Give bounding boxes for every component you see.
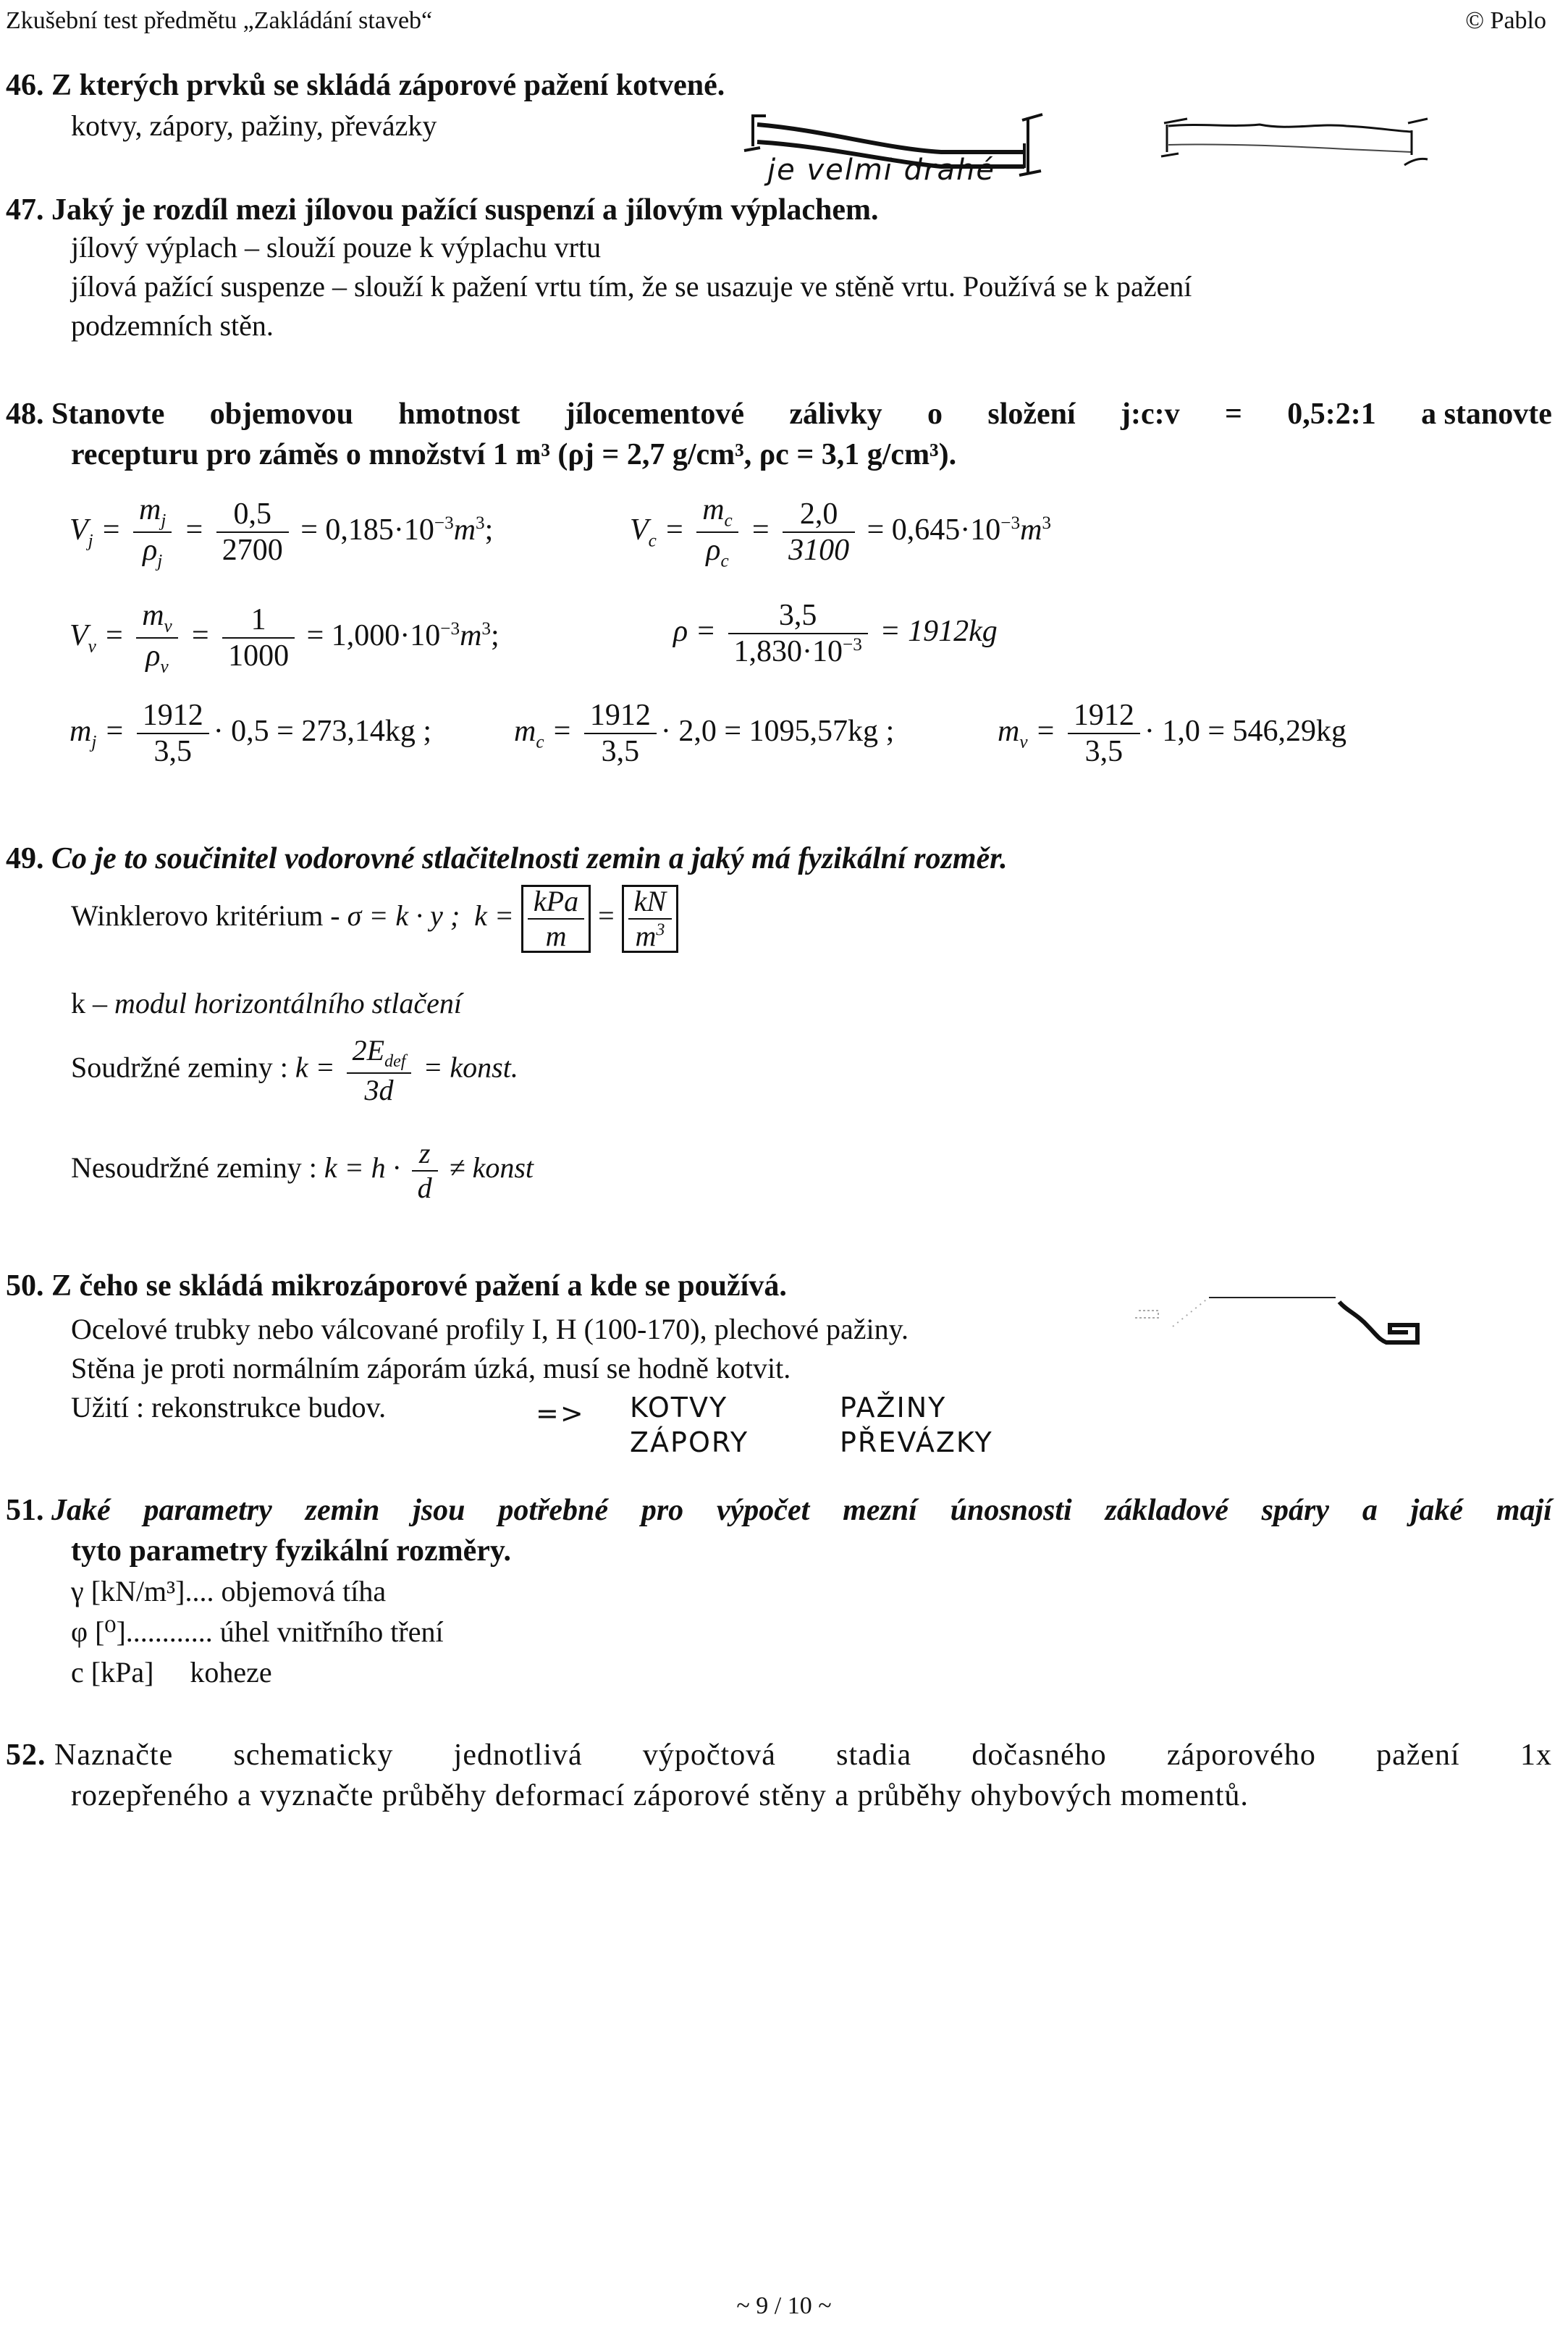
result: ≠ konst xyxy=(449,1151,534,1185)
exponent: −3 xyxy=(843,635,862,655)
handwritten-word: PŘEVÁZKY xyxy=(840,1426,993,1458)
denominator: 3d xyxy=(364,1073,394,1106)
denominator: ρ xyxy=(706,534,721,568)
parameter-row xyxy=(71,1615,444,1649)
word: výpočet xyxy=(717,1494,810,1527)
separator: ; xyxy=(885,714,895,748)
exponent: −3 xyxy=(440,619,460,639)
numerator-value: 2,0 xyxy=(783,497,855,533)
handwritten-word: PAŽINY xyxy=(840,1392,947,1424)
question-46-title xyxy=(6,68,725,103)
exponent: 3 xyxy=(476,513,485,533)
word: 0,5:2:1 xyxy=(1287,398,1376,431)
formula-Vj: $V_j$ = $\frac{m_j}{\rho_j}$ = $\frac{0,5}{2700}$ = $0,185\cdot 10^{-3}m^3$; xyxy=(69,493,494,571)
denominator: ρ xyxy=(143,534,158,568)
word: dočasného xyxy=(971,1739,1107,1772)
word: jednotlivá xyxy=(453,1739,583,1772)
numerator-value: 1 xyxy=(222,602,295,639)
exponent: 3 xyxy=(481,619,491,639)
numerator-value: 1912 xyxy=(137,698,209,734)
page-number: ~ 9 / 10 ~ xyxy=(736,2292,832,2319)
unit-denominator: m xyxy=(635,920,657,952)
denominator-value: 1,830·10 xyxy=(733,635,843,669)
subscript: v xyxy=(88,636,96,657)
unit: m xyxy=(453,513,476,547)
word: záporového xyxy=(1166,1739,1316,1772)
word: Naznačte xyxy=(54,1739,174,1772)
symbol: k xyxy=(71,987,85,1019)
symbol: V xyxy=(69,513,88,547)
numerator: 2E xyxy=(352,1034,385,1067)
subscript: c xyxy=(648,531,657,551)
word: hmotnost xyxy=(398,398,520,431)
definition: – modul horizontálního stlačení xyxy=(85,987,462,1019)
winkler-criterion xyxy=(71,885,678,953)
subscript: j xyxy=(157,551,163,571)
symbol: V xyxy=(630,513,649,547)
question-number: 51. xyxy=(6,1494,44,1527)
subscript: j xyxy=(91,732,97,752)
word: zálivky xyxy=(789,398,882,431)
numerator: z xyxy=(412,1137,438,1172)
word: a stanovte xyxy=(1421,398,1552,431)
label: Winklerovo kritérium - xyxy=(71,899,340,933)
subscript: j xyxy=(88,531,93,551)
word: parametry xyxy=(143,1494,272,1527)
separator: ; xyxy=(484,513,494,547)
word: základové xyxy=(1105,1494,1228,1527)
result: = 0,185·10 xyxy=(300,513,434,547)
param-dots: .... xyxy=(185,1575,214,1607)
unit-denominator: m xyxy=(545,920,567,952)
subscript: v xyxy=(164,616,172,636)
unit-numerator: kPa xyxy=(528,885,584,920)
param-description: úhel vnitřního tření xyxy=(219,1615,444,1648)
param-dots: ............ xyxy=(125,1615,213,1648)
handwritten-word: KOTVY xyxy=(630,1392,728,1424)
result: = 0,645·10 xyxy=(867,513,1001,547)
answer-line: Ocelové trubky nebo válcované profily I, H (100-170), plechové pažiny. xyxy=(71,1313,909,1345)
document-header-author: © Pablo xyxy=(1465,7,1546,34)
parameter-row xyxy=(71,1655,272,1689)
cohesive-soils-formula xyxy=(71,1034,518,1107)
unit-bracket-1 xyxy=(521,885,591,953)
subscript: v xyxy=(1019,732,1028,752)
word: mají xyxy=(1496,1494,1552,1527)
denominator-value: 3,5 xyxy=(1084,735,1124,769)
question-text: Co je to součinitel vodorovné stlačitelnosti zemin a jaký má fyzikální rozměr. xyxy=(51,842,1008,875)
formula-mj: $m_j$ = $\frac{1912}{3,5}$ · 0,5 = 273,14kg ; xyxy=(69,699,432,769)
numerator-value: 1912 xyxy=(1068,698,1140,734)
word: j:c:v xyxy=(1121,398,1180,431)
word: zemin xyxy=(305,1494,380,1527)
answer-line: podzemních stěn. xyxy=(71,309,274,342)
handwritten-word: ZÁPORY xyxy=(630,1426,749,1458)
question-51-title-line1 xyxy=(6,1493,1552,1528)
subscript: v xyxy=(160,657,169,677)
result: · 1,0 = 546,29kg xyxy=(1144,714,1347,748)
answer-line: Stěna je proti normálním záporám úzká, musí se hodně kotvit. xyxy=(71,1352,791,1384)
symbol: m xyxy=(514,714,536,748)
numerator: m xyxy=(139,493,161,526)
result: = konst. xyxy=(423,1051,518,1084)
question-46-answer: kotvy, zápory, pažiny, převázky xyxy=(71,109,437,142)
question-number: 52. xyxy=(6,1739,46,1772)
denominator-value: 1000 xyxy=(228,639,290,673)
question-text: Z čeho se skládá mikrozáporové pažení a kde se používá. xyxy=(51,1269,787,1303)
separator: ; xyxy=(423,714,432,748)
parameter-row xyxy=(71,1574,386,1608)
symbol: V xyxy=(69,619,88,652)
result: · 2,0 = 1095,57kg xyxy=(660,714,879,748)
denominator-value: 3100 xyxy=(788,534,850,568)
word: Jaké xyxy=(51,1494,111,1527)
word: jílocementové xyxy=(565,398,744,431)
question-number: 48. xyxy=(6,398,44,431)
question-48-title-line2: recepturu pro záměs o množství 1 m³ (ρj = 2,7 g/cm³, ρc = 3,1 g/cm³). xyxy=(71,438,957,471)
question-47-title xyxy=(6,193,879,227)
k-equals: k = xyxy=(295,1051,335,1084)
unit: m xyxy=(460,619,482,652)
numerator-value: 0,5 xyxy=(216,497,289,533)
subscript: c xyxy=(720,551,729,571)
word: jsou xyxy=(413,1494,465,1527)
denominator: ρ xyxy=(146,639,161,673)
question-50-title xyxy=(6,1269,787,1303)
question-51-title-line2: tyto parametry fyzikální rozměry. xyxy=(71,1534,512,1568)
formula-mv: $m_v$ = $\frac{1912}{3,5}$ · 1,0 = 546,29kg xyxy=(998,699,1347,769)
k-definition xyxy=(71,986,462,1020)
answer-line: Užití : rekonstrukce budov. xyxy=(71,1391,387,1424)
noncohesive-soils-formula xyxy=(71,1137,534,1205)
handwritten-arrow: => xyxy=(536,1397,585,1429)
symbol: m xyxy=(998,714,1020,748)
document-header-title: Zkušební test předmětu „Zakládání staveb“ xyxy=(6,7,433,34)
question-number-and-word xyxy=(6,1738,173,1773)
unit-numerator: kN xyxy=(628,885,672,920)
symbol: m xyxy=(69,714,92,748)
denominator-value: 3,5 xyxy=(153,735,192,769)
k-equals: k = xyxy=(474,899,514,933)
word: spáry xyxy=(1261,1494,1330,1527)
unit-bracket-2 xyxy=(622,885,678,953)
word: Stanovte xyxy=(51,398,165,431)
word: únosnosti xyxy=(950,1494,1072,1527)
question-text: Jaký je rozdíl mezi jílovou pažící suspenzí a jílovým výplachem. xyxy=(51,193,879,227)
exponent: 3 xyxy=(1042,513,1051,533)
numerator: m xyxy=(142,599,164,632)
param-unit: [⁰] xyxy=(95,1615,126,1648)
question-number: 46. xyxy=(6,69,44,102)
formula-mc: $m_c$ = $\frac{1912}{3,5}$ · 2,0 = 1095,57kg ; xyxy=(514,699,895,769)
equals: = xyxy=(598,899,615,933)
word: stadia xyxy=(836,1739,912,1772)
answer-line: jílová pažící suspenze – slouží k pažení vrtu tím, že se usazuje ve stěně vrtu. Používá se k pažení xyxy=(71,270,1192,303)
word: pro xyxy=(641,1494,684,1527)
param-symbol: φ xyxy=(71,1615,88,1648)
question-number-and-word xyxy=(6,1493,111,1528)
result: · 0,5 = 273,14kg xyxy=(213,714,416,748)
formula-Vc: $V_c$ = $\frac{m_c}{\rho_c}$ = $\frac{2,0}{3100}$ = $0,645\cdot 10^{-3}m^3$ xyxy=(630,493,1051,571)
handwritten-note: je velmi drahé xyxy=(767,154,995,187)
param-symbol: γ xyxy=(71,1575,84,1607)
word: 1x xyxy=(1519,1739,1552,1772)
label: Soudržné zeminy : xyxy=(71,1051,288,1084)
word: pažení xyxy=(1376,1739,1460,1772)
word: výpočtová xyxy=(642,1739,776,1772)
word: schematicky xyxy=(233,1739,394,1772)
micropile-sketch-icon xyxy=(1129,1289,1477,1354)
k-equals: k = h · xyxy=(324,1151,400,1185)
question-number: 47. xyxy=(6,193,44,227)
sheeting-sketch-2-icon xyxy=(1158,109,1462,174)
question-text: Z kterých prvků se skládá záporové pažení kotvené. xyxy=(51,69,725,102)
formula-Vv: $V_v$ = $\frac{m_v}{\rho_v}$ = $\frac{1}{1000}$ = $1,000\cdot 10^{-3}m^3$; xyxy=(69,599,500,677)
question-52-title-line1 xyxy=(6,1738,1552,1773)
question-49-title xyxy=(6,841,1008,876)
subscript: c xyxy=(536,732,544,752)
separator: ; xyxy=(491,619,500,652)
question-52-title-line2: rozepřeného a vyznačte průběhy deformací záporové stěny a průběhy ohybových momentů. xyxy=(71,1779,1249,1812)
param-symbol: c xyxy=(71,1656,84,1689)
denominator-value: 3,5 xyxy=(601,735,640,769)
numerator-value: 1912 xyxy=(584,698,657,734)
exponent: −3 xyxy=(434,513,454,533)
exponent: −3 xyxy=(1000,513,1021,533)
question-48-title-line1 xyxy=(6,397,1552,432)
numerator: m xyxy=(702,493,725,526)
question-number-and-word xyxy=(6,397,164,432)
question-number: 49. xyxy=(6,842,44,875)
result: = 1,000·10 xyxy=(306,619,441,652)
param-unit: [kPa] xyxy=(90,1656,154,1689)
word: a xyxy=(1362,1494,1378,1527)
numerator-value: 3,5 xyxy=(728,598,868,634)
formula: σ = k · y ; xyxy=(347,899,460,933)
word: složení xyxy=(987,398,1076,431)
exponent: 3 xyxy=(656,920,665,940)
subscript: def xyxy=(384,1052,406,1071)
formula-rho: ρ = $\frac{3,5}{1,830\cdot 10^{-3}}$ = 1912kg xyxy=(673,599,998,669)
param-description: koheze xyxy=(190,1656,272,1689)
label: Nesoudržné zeminy : xyxy=(71,1151,317,1185)
result: = 1912kg xyxy=(880,614,998,648)
word: = xyxy=(1224,398,1242,431)
denominator-value: 2700 xyxy=(222,534,283,568)
answer-line: jílový výplach – slouží pouze k výplachu vrtu xyxy=(71,231,602,264)
word: mezní xyxy=(843,1494,917,1527)
subscript: j xyxy=(161,510,167,531)
question-number: 50. xyxy=(6,1269,44,1303)
unit: m xyxy=(1020,513,1042,547)
word: objemovou xyxy=(209,398,354,431)
denominator: d xyxy=(417,1172,432,1204)
word: jaké xyxy=(1410,1494,1463,1527)
word: potřebné xyxy=(498,1494,608,1527)
word: o xyxy=(927,398,943,431)
param-description: objemová tíha xyxy=(221,1575,387,1607)
subscript: c xyxy=(724,510,733,531)
symbol: ρ xyxy=(673,614,688,648)
param-unit: [kN/m³] xyxy=(90,1575,185,1607)
